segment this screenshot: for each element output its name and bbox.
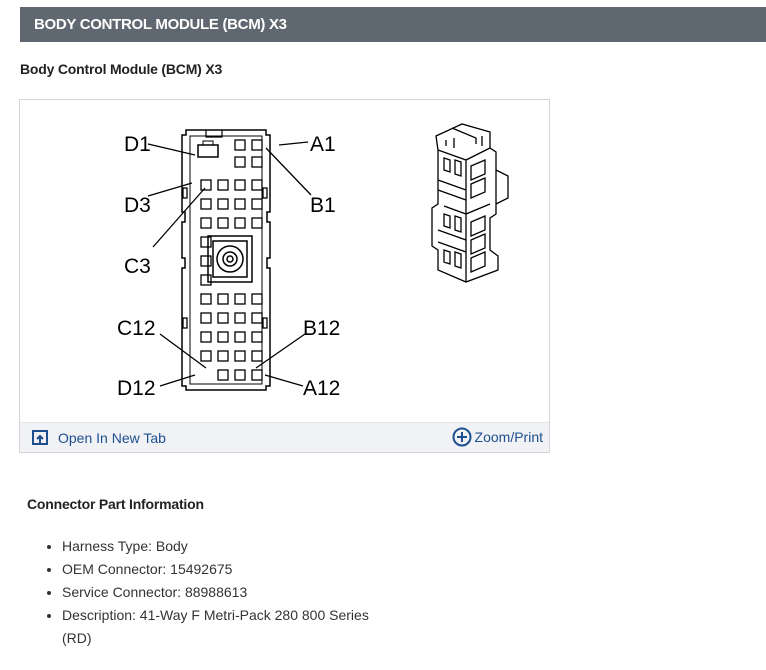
connector-notch	[263, 188, 267, 198]
pin-label-d1: D1	[124, 133, 151, 156]
pin-label-d12: D12	[117, 377, 156, 400]
pin-cavity	[252, 199, 262, 209]
pin-cavity	[218, 370, 228, 380]
pin-cavity	[252, 157, 262, 167]
connector-notch	[263, 318, 267, 328]
connector-figure	[19, 99, 550, 453]
section-header-bar	[20, 7, 766, 42]
pin-label-d3: D3	[124, 194, 151, 217]
pin-cavity	[235, 351, 245, 361]
pin-cavity	[218, 294, 228, 304]
pin-cavity	[218, 351, 228, 361]
figure-toolbar	[20, 422, 549, 452]
pin-cavity	[252, 180, 262, 190]
pin-cavity	[201, 332, 211, 342]
pin-cavity	[201, 180, 211, 190]
pin-cavity	[252, 294, 262, 304]
pin-cavity	[235, 313, 245, 323]
pin-cavity	[235, 332, 245, 342]
connector-info-list	[42, 535, 382, 650]
zoom-plus-icon	[452, 427, 472, 447]
pin-cavity	[235, 370, 245, 380]
pin-cavity	[235, 199, 245, 209]
open-in-new-tab-label: Open In New Tab	[58, 430, 166, 446]
list-item: • Service Connector: 88988613	[62, 581, 382, 604]
connector-notch	[183, 318, 187, 328]
pin-cavity	[201, 199, 211, 209]
pin-cavity	[252, 370, 262, 380]
pin-cavity	[235, 180, 245, 190]
pin-cavity	[252, 313, 262, 323]
pin-cavity	[235, 218, 245, 228]
pin-label-c3: C3	[124, 255, 151, 278]
list-item: • Description: 41-Way F Metri-Pack 280 800 Series (RD)	[62, 604, 382, 650]
pin-cavity	[201, 275, 211, 285]
pin-cavity	[252, 332, 262, 342]
pin-cavity	[218, 199, 228, 209]
pin-cavity	[218, 180, 228, 190]
pin-cavity	[252, 351, 262, 361]
pin-cavity	[235, 140, 245, 150]
connector-side-view	[432, 124, 508, 282]
pin-cavity	[201, 256, 211, 266]
pin-cavity	[235, 294, 245, 304]
pin-label-a12: A12	[303, 377, 341, 400]
list-item: • OEM Connector: 15492675	[62, 558, 382, 581]
pin-cavity	[235, 157, 245, 167]
pin-label-b1: B1	[310, 194, 336, 217]
zoom-print-label: Zoom/Print	[474, 429, 543, 445]
pin-label-b12: B12	[303, 317, 341, 340]
pin-cavity	[201, 313, 211, 323]
connector-notch	[183, 188, 187, 198]
pin-cavity	[201, 237, 211, 247]
zoom-print-link[interactable]	[452, 427, 543, 447]
pin-cavity	[218, 218, 228, 228]
pin-cavity	[252, 218, 262, 228]
connector-diagram	[20, 100, 549, 422]
pin-cavity	[252, 140, 262, 150]
pin-label-c12: C12	[117, 317, 156, 340]
pin-cavity	[201, 218, 211, 228]
list-item: • Harness Type: Body	[62, 535, 382, 558]
pin-cavity	[218, 332, 228, 342]
pin-cavity	[218, 313, 228, 323]
page-title: Body Control Module (BCM) X3	[20, 61, 223, 77]
section-header-title: BODY CONTROL MODULE (BCM) X3	[34, 16, 287, 33]
open-in-new-tab-icon	[32, 430, 48, 446]
pin-cavity	[201, 294, 211, 304]
pin-cavity	[201, 351, 211, 361]
pin-label-a1: A1	[310, 133, 336, 156]
open-in-new-tab-link[interactable]	[32, 429, 166, 447]
connector-info-heading: Connector Part Information	[27, 496, 204, 512]
